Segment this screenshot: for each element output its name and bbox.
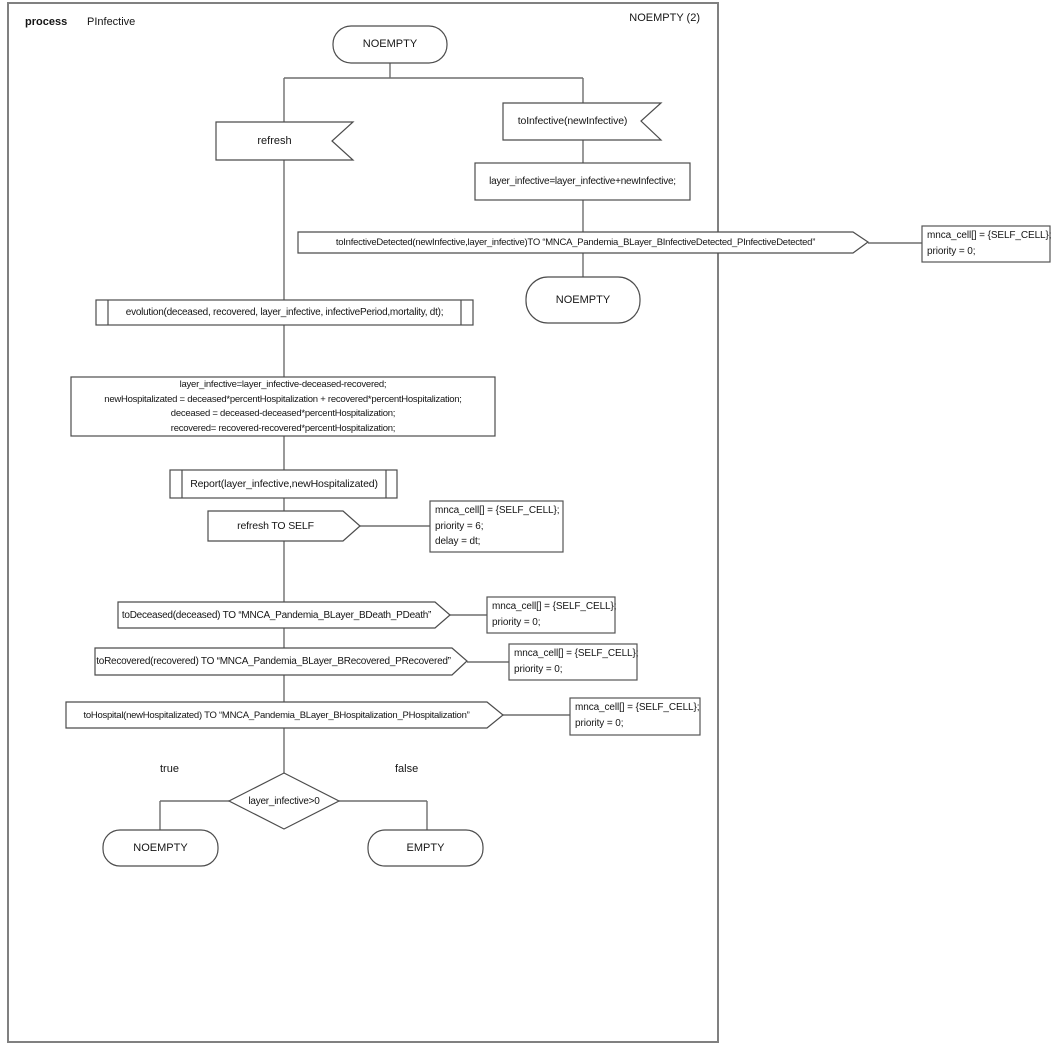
comment-tohospital	[570, 698, 705, 737]
comment-line: priority = 0;	[514, 663, 563, 675]
true-state-label: NOEMPTY	[133, 841, 188, 854]
comment-line: priority = 0;	[927, 245, 976, 257]
input-toinfective-label: toInfective(newInfective)	[517, 115, 628, 127]
comment-infectivedetected	[922, 226, 1051, 264]
task-update-line-3: deceased = deceased-deceased*percentHospitalization;	[170, 408, 396, 419]
procedure-evolution-label: evolution(deceased, recovered, layer_infective, infectivePeriod,mortality, dt);	[125, 307, 444, 318]
branch-false-label: false	[395, 763, 419, 775]
decision-condition-label: layer_infective>0	[248, 795, 320, 807]
process-keyword-label: process	[25, 16, 68, 28]
output-torecovered-label: toRecovered(recovered) TO “MNCA_Pandemia_BLayer_BRecovered_PRecovered”	[96, 656, 451, 667]
procedure-report-label: Report(layer_infective,newHospitalizated)	[190, 477, 378, 490]
process-frame	[8, 3, 718, 1042]
branch-true-label: true	[160, 763, 179, 775]
comment-line: mnca_cell[] = {SELF_CELL};	[435, 505, 560, 516]
comment-refresh-self	[430, 501, 568, 554]
comment-line: priority = 0;	[492, 616, 541, 628]
comment-line: priority = 6;	[435, 520, 484, 532]
task-update-line-2: newHospitalizated = deceased*percentHospitalization + recovered*percentHospitalization;	[104, 393, 462, 405]
task-update-line-4: recovered= recovered-recovered*percentHospitalization;	[170, 422, 396, 434]
next-state-right-label: NOEMPTY	[555, 293, 611, 306]
comment-line: priority = 0;	[575, 717, 624, 729]
comment-todeceased	[487, 597, 620, 635]
output-refresh-to-self-label: refresh TO SELF	[237, 519, 314, 532]
comment-line: mnca_cell[] = {SELF_CELL};	[492, 601, 617, 612]
output-toinfectivedetected-label: toInfectiveDetected(newInfective,layer_infective)TO “MNCA_Pandemia_BLayer_BInfectiveDetected_PInfectiveDetected”	[335, 236, 816, 248]
output-tohospital-label: toHospital(newHospitalizated) TO “MNCA_Pandemia_BLayer_BHospitalization_PHospitalization”	[83, 709, 470, 721]
false-state-label: EMPTY	[406, 841, 445, 854]
process-name-label: PInfective	[87, 16, 136, 28]
task-update-line-1: layer_infective=layer_infective-deceased-recovered;	[179, 379, 387, 390]
comment-torecovered	[509, 644, 642, 682]
task-update-label	[71, 378, 495, 436]
comment-line: mnca_cell[] = {SELF_CELL};	[514, 648, 639, 659]
input-refresh-label: refresh	[257, 134, 292, 147]
page-state-label: NOEMPTY (2)	[629, 12, 700, 24]
comment-line: delay = dt;	[435, 536, 481, 547]
comment-line: mnca_cell[] = {SELF_CELL};	[575, 702, 700, 713]
task-accumulate-label: layer_infective=layer_infective+newInfective;	[489, 176, 676, 187]
output-todeceased-label: toDeceased(deceased) TO “MNCA_Pandemia_BLayer_BDeath_PDeath”	[121, 609, 432, 621]
start-state-label: NOEMPTY	[362, 38, 418, 50]
comment-line: mnca_cell[] = {SELF_CELL};	[927, 230, 1051, 241]
